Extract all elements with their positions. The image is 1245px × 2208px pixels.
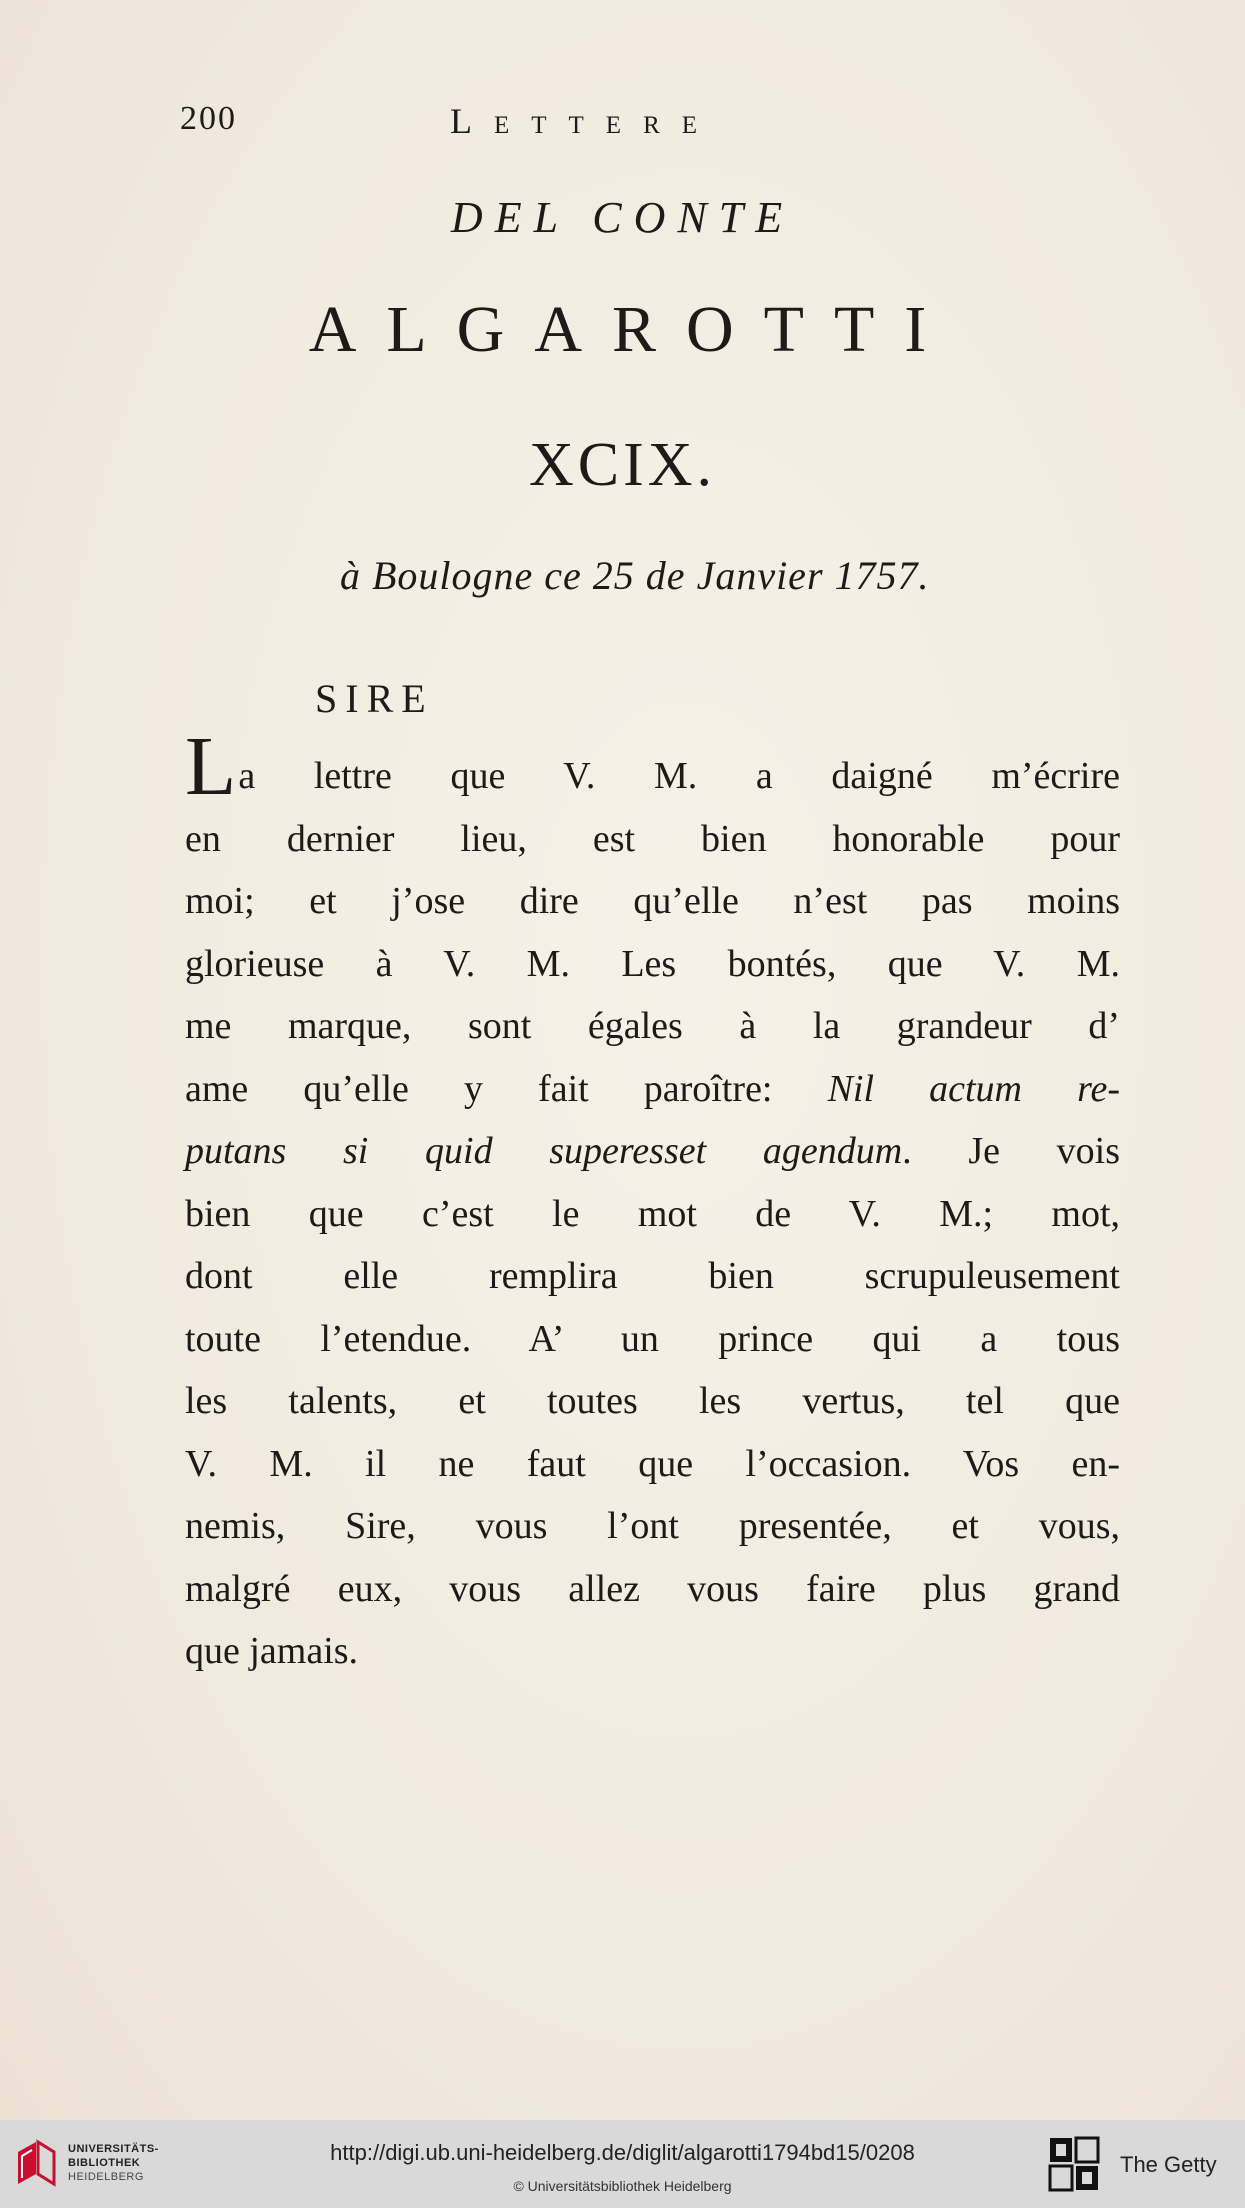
body-line: glorieuse à V. M. Les bontés, que V. M.: [185, 942, 1120, 985]
latin-quote: Nil actum re-: [827, 1067, 1120, 1110]
page-header: [180, 100, 860, 150]
partner-name[interactable]: The Getty: [1120, 2152, 1217, 2177]
copyright-notice: © Universitätsbibliothek Heidelberg: [513, 2178, 732, 2194]
body-line: malgré eux, vous allez vous faire plus grand: [185, 1567, 1120, 1610]
body-line: nemis, Sire, vous l’ont presentée, et vous,: [185, 1505, 1120, 1547]
salutation: SIRE: [315, 676, 434, 721]
body-line: que jamais.: [185, 1630, 359, 1672]
body-line: [185, 1120, 1120, 1183]
body-line: bien que c’est le mot de V. M.; mot,: [185, 1192, 1120, 1235]
body-line: en dernier lieu, est bien honorable pour: [185, 817, 1120, 860]
title-line-1: DEL CONTE: [450, 193, 795, 242]
letter-number: XCIX.: [528, 431, 717, 499]
letter-body: [185, 720, 1120, 1683]
body-line: me marque, sont égales à la grandeur d’: [185, 1005, 1120, 1047]
body-line: dont elle remplira bien scrupuleusement: [185, 1255, 1120, 1297]
title-line-2: ALGAROTTI: [308, 293, 957, 366]
body-line: les talents, et toutes les vertus, tel que: [185, 1380, 1120, 1422]
body-line: [185, 1058, 1120, 1121]
body-line: toute l’etendue. A’ un prince qui a tous: [185, 1317, 1120, 1360]
body-line: [185, 720, 1120, 813]
running-title: Lettere: [450, 101, 720, 141]
viewer-footer: [0, 2120, 1245, 2208]
getty-logo-icon[interactable]: [1048, 2136, 1100, 2192]
latin-quote: putans si quid superesset agendum: [185, 1130, 903, 1172]
permalink-url[interactable]: http://digi.ub.uni-heidelberg.de/diglit/algarotti1794bd15/0208: [330, 2140, 915, 2165]
body-line-text: . Je vois: [902, 1130, 1120, 1172]
body-line: moi; et j’ose dire qu’elle n’est pas moins: [185, 880, 1120, 922]
body-line-text: a lettre que V. M. a daigné m’écrire: [238, 755, 1120, 797]
library-name: UNIVERSITÄTS- BIBLIOTHEK HEIDELBERG: [68, 2143, 159, 2183]
body-line-text: ame qu’elle y fait paroître:: [185, 1067, 828, 1110]
body-line: V. M. il ne faut que l’occasion. Vos en-: [185, 1442, 1120, 1485]
dateline: à Boulogne ce 25 de Janvier 1757.: [340, 553, 930, 598]
drop-cap: L: [185, 720, 237, 813]
page-number: 200: [180, 100, 237, 137]
